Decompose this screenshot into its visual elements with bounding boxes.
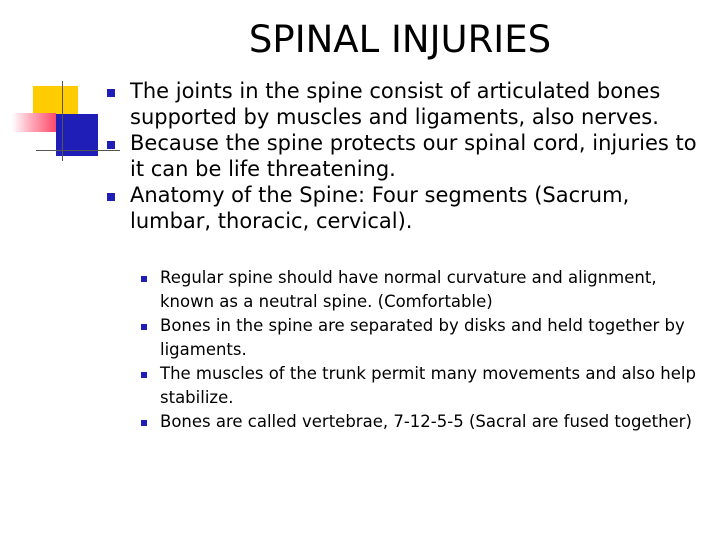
square-bullet-icon	[107, 89, 115, 97]
sub-bullet-text: Bones are called vertebrae, 7-12-5-5 (Sacral are fused together)	[160, 412, 692, 431]
bullet-text: Because the spine protects our spinal cord, injuries to it can be life threatening.	[130, 131, 697, 181]
decorative-blocks	[0, 0, 120, 180]
red-gradient-bar	[12, 113, 56, 132]
bullet-text: Anatomy of the Spine: Four segments (Sacrum, lumbar, thoracic, cervical).	[130, 183, 630, 233]
sub-bullet-text: Bones in the spine are separated by disks and held together by ligaments.	[160, 316, 685, 359]
sub-bullet-item	[139, 314, 699, 362]
square-bullet-icon	[107, 141, 115, 149]
bullet-list	[105, 78, 705, 234]
square-bullet-icon	[141, 420, 147, 426]
square-bullet-icon	[107, 193, 115, 201]
sub-bullet-item	[139, 410, 699, 434]
sub-bullet-item	[139, 266, 699, 314]
square-bullet-icon	[141, 276, 147, 282]
sub-bullet-list	[139, 266, 699, 434]
sub-bullet-item	[139, 362, 699, 410]
bullet-text: The joints in the spine consist of articulated bones supported by muscles and ligaments, also nerves.	[130, 79, 661, 129]
bullet-item	[105, 182, 705, 234]
slide-title: SPINAL INJURIES	[248, 18, 552, 61]
vertical-rule	[62, 81, 63, 161]
sub-bullet-text: Regular spine should have normal curvature and alignment, known as a neutral spine. (Comfortable)	[160, 268, 657, 311]
sub-bullet-text: The muscles of the trunk permit many movements and also help stabilize.	[160, 364, 696, 407]
square-bullet-icon	[141, 324, 147, 330]
bullet-item	[105, 130, 705, 182]
square-bullet-icon	[141, 372, 147, 378]
bullet-item	[105, 78, 705, 130]
